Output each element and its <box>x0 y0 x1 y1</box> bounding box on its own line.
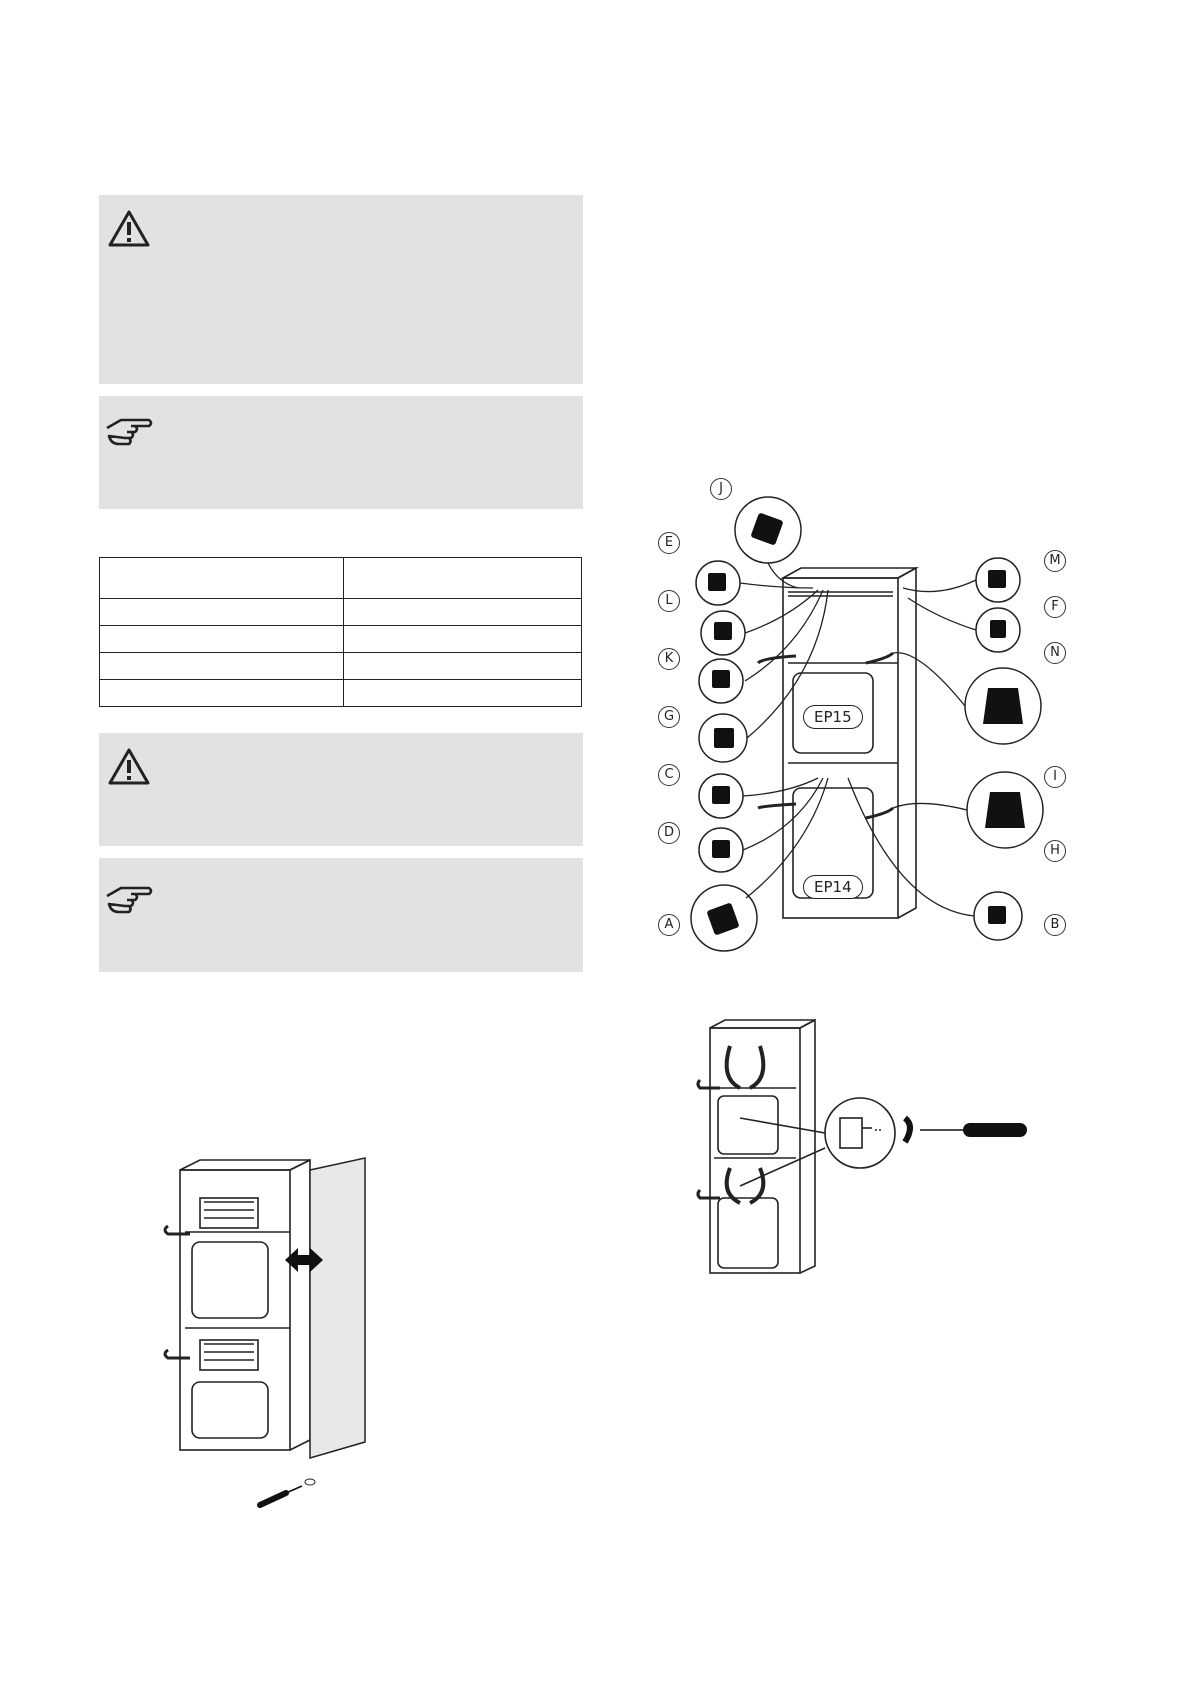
connector-label-n: N <box>1044 642 1066 664</box>
module-label-ep15: EP15 <box>803 705 863 729</box>
connector-label-d: D <box>658 822 680 844</box>
side-panel <box>310 1158 365 1458</box>
module-label-ep14: EP14 <box>803 875 863 899</box>
spec-table <box>99 557 582 707</box>
connector-label-m: M <box>1044 550 1066 572</box>
table-cell <box>344 680 582 707</box>
table-row <box>100 653 582 680</box>
connector-label-a: A <box>658 914 680 936</box>
connector-label-e: E <box>658 532 680 554</box>
table-header-cell <box>344 558 582 599</box>
table-cell <box>100 626 344 653</box>
table-cell <box>100 599 344 626</box>
pointing-hand-icon <box>105 414 155 450</box>
side-panel-removal-illustration <box>160 1160 420 1520</box>
screw-removal-illustration <box>700 1018 1060 1278</box>
table-cell <box>344 626 582 653</box>
wiring-diagram <box>648 481 1078 948</box>
table-row <box>100 599 582 626</box>
warning-icon <box>107 209 151 249</box>
connector-label-c: C <box>658 764 680 786</box>
connector-label-g: G <box>658 706 680 728</box>
connector-label-f: F <box>1044 596 1066 618</box>
connector-label-l: L <box>658 590 680 612</box>
warning-notice-1 <box>99 195 583 384</box>
table-cell <box>344 599 582 626</box>
note-notice-1 <box>99 396 583 509</box>
rotate-arrow-icon <box>905 1118 910 1142</box>
connector-label-h: H <box>1044 840 1066 862</box>
warning-notice-2 <box>99 733 583 846</box>
table-cell <box>100 653 344 680</box>
detail-magnifier <box>825 1098 895 1168</box>
table-cell <box>100 680 344 707</box>
table-cell <box>344 653 582 680</box>
table-row <box>100 626 582 653</box>
connector-label-k: K <box>658 648 680 670</box>
table-header-row <box>100 558 582 599</box>
connector-label-b: B <box>1044 914 1066 936</box>
warning-icon <box>107 747 151 787</box>
table-row <box>100 680 582 707</box>
note-notice-2 <box>99 858 583 972</box>
pointing-hand-icon <box>105 882 155 918</box>
connector-label-i: I <box>1044 766 1066 788</box>
screwdriver-icon <box>260 1479 315 1505</box>
table-header-cell <box>100 558 344 599</box>
connector-label-j: J <box>710 478 732 500</box>
